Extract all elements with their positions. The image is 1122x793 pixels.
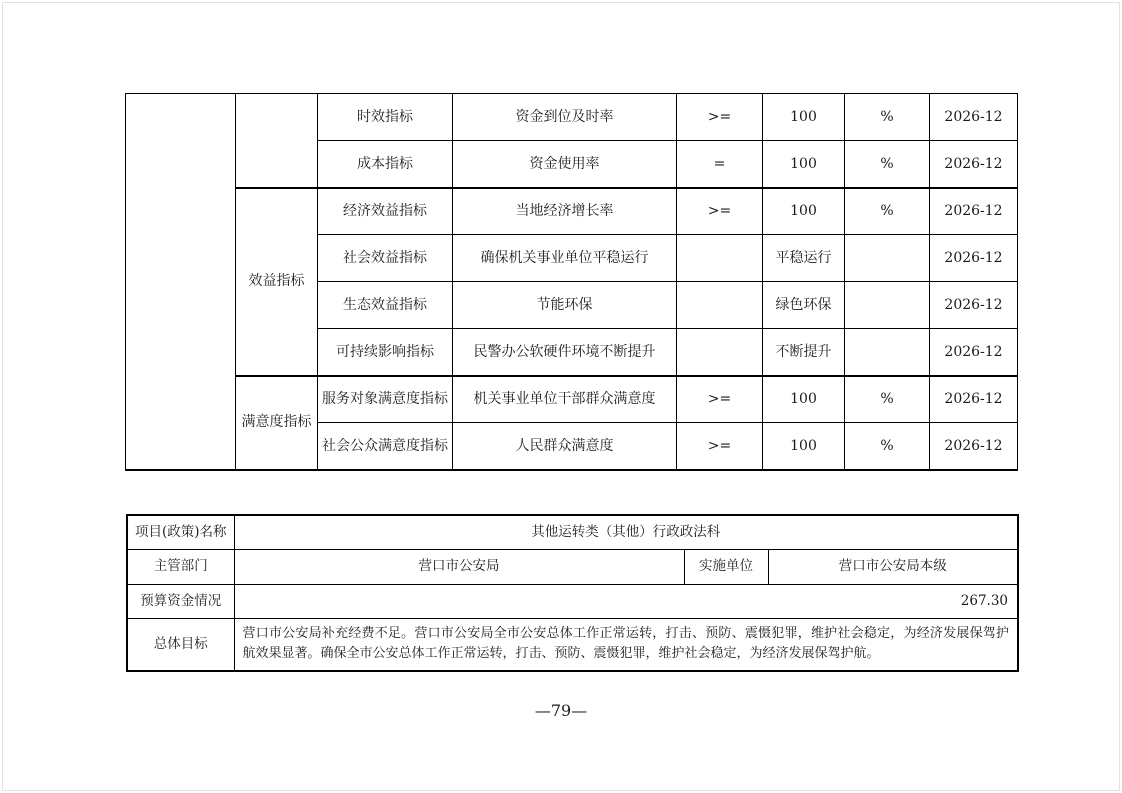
unit-cell [845, 282, 930, 329]
unit-cell [845, 329, 930, 376]
merged-empty-group-cell [236, 94, 318, 188]
unit-cell: % [845, 188, 930, 235]
deadline-cell: 2026-12 [930, 329, 1018, 376]
indicator-content-cell: 当地经济增长率 [453, 188, 677, 235]
department-row [127, 549, 1018, 584]
indicator-name-cell: 服务对象满意度指标 [318, 376, 453, 423]
implementing-unit-label: 实施单位 [684, 549, 768, 584]
project-info-table [126, 514, 1019, 672]
budget-row [127, 584, 1018, 618]
deadline-cell: 2026-12 [930, 376, 1018, 423]
deadline-cell: 2026-12 [930, 235, 1018, 282]
operator-cell: >= [677, 94, 763, 141]
indicator-name-cell: 生态效益指标 [318, 282, 453, 329]
operator-cell: = [677, 141, 763, 188]
indicator-name-cell: 成本指标 [318, 141, 453, 188]
unit-cell: % [845, 423, 930, 470]
merged-empty-cell [126, 94, 236, 470]
unit-cell: % [845, 94, 930, 141]
unit-cell: % [845, 376, 930, 423]
target-value-cell: 绿色环保 [763, 282, 845, 329]
operator-cell [677, 235, 763, 282]
indicator-content-cell: 确保机关事业单位平稳运行 [453, 235, 677, 282]
deadline-cell: 2026-12 [930, 141, 1018, 188]
operator-cell [677, 282, 763, 329]
page-number: —79— [534, 701, 588, 720]
operator-cell: >= [677, 188, 763, 235]
department-label: 主管部门 [127, 549, 234, 584]
operator-cell: >= [677, 376, 763, 423]
deadline-cell: 2026-12 [930, 423, 1018, 470]
performance-indicator-table [125, 93, 1018, 471]
indicator-content-cell: 资金使用率 [453, 141, 677, 188]
indicator-name-cell: 经济效益指标 [318, 188, 453, 235]
indicator-name-cell: 社会效益指标 [318, 235, 453, 282]
overall-goal-value: 营口市公安局补充经费不足。营口市公安局全市公安总体工作正常运转，打击、预防、震慑犯罪，维护社会稳定，为经济发展保驾护航效果显著。确保全市公安总体工作正常运转，打击、预防、震慑犯罪，维护社会稳定，为经济发展保驾护航。 [234, 618, 1018, 671]
deadline-cell: 2026-12 [930, 188, 1018, 235]
indicator-content-cell: 人民群众满意度 [453, 423, 677, 470]
operator-cell: >= [677, 423, 763, 470]
budget-value: 267.30 [234, 584, 1018, 618]
target-value-cell: 100 [763, 423, 845, 470]
target-value-cell: 100 [763, 376, 845, 423]
indicator-name-cell: 社会公众满意度指标 [318, 423, 453, 470]
operator-cell [677, 329, 763, 376]
indicator-row [126, 94, 1018, 141]
indicator-name-cell: 时效指标 [318, 94, 453, 141]
target-value-cell: 100 [763, 188, 845, 235]
indicator-row [126, 188, 1018, 235]
overall-goal-row [127, 618, 1018, 671]
indicator-content-cell: 机关事业单位干部群众满意度 [453, 376, 677, 423]
project-name-value: 其他运转类（其他）行政政法科 [234, 515, 1018, 549]
target-value-cell: 不断提升 [763, 329, 845, 376]
indicator-content-cell: 节能环保 [453, 282, 677, 329]
indicator-content-cell: 民警办公软硬件环境不断提升 [453, 329, 677, 376]
deadline-cell: 2026-12 [930, 94, 1018, 141]
indicator-row [126, 376, 1018, 423]
department-value: 营口市公安局 [234, 549, 684, 584]
implementing-unit-value: 营口市公安局本级 [768, 549, 1018, 584]
budget-label: 预算资金情况 [127, 584, 234, 618]
target-value-cell: 100 [763, 141, 845, 188]
indicator-name-cell: 可持续影响指标 [318, 329, 453, 376]
unit-cell [845, 235, 930, 282]
overall-goal-label: 总体目标 [127, 618, 234, 671]
target-value-cell: 平稳运行 [763, 235, 845, 282]
project-name-label: 项目(政策)名称 [127, 515, 234, 549]
project-name-row [127, 515, 1018, 549]
unit-cell: % [845, 141, 930, 188]
target-value-cell: 100 [763, 94, 845, 141]
benefit-group-cell: 效益指标 [236, 188, 318, 376]
indicator-content-cell: 资金到位及时率 [453, 94, 677, 141]
satisfaction-group-cell: 满意度指标 [236, 376, 318, 470]
deadline-cell: 2026-12 [930, 282, 1018, 329]
